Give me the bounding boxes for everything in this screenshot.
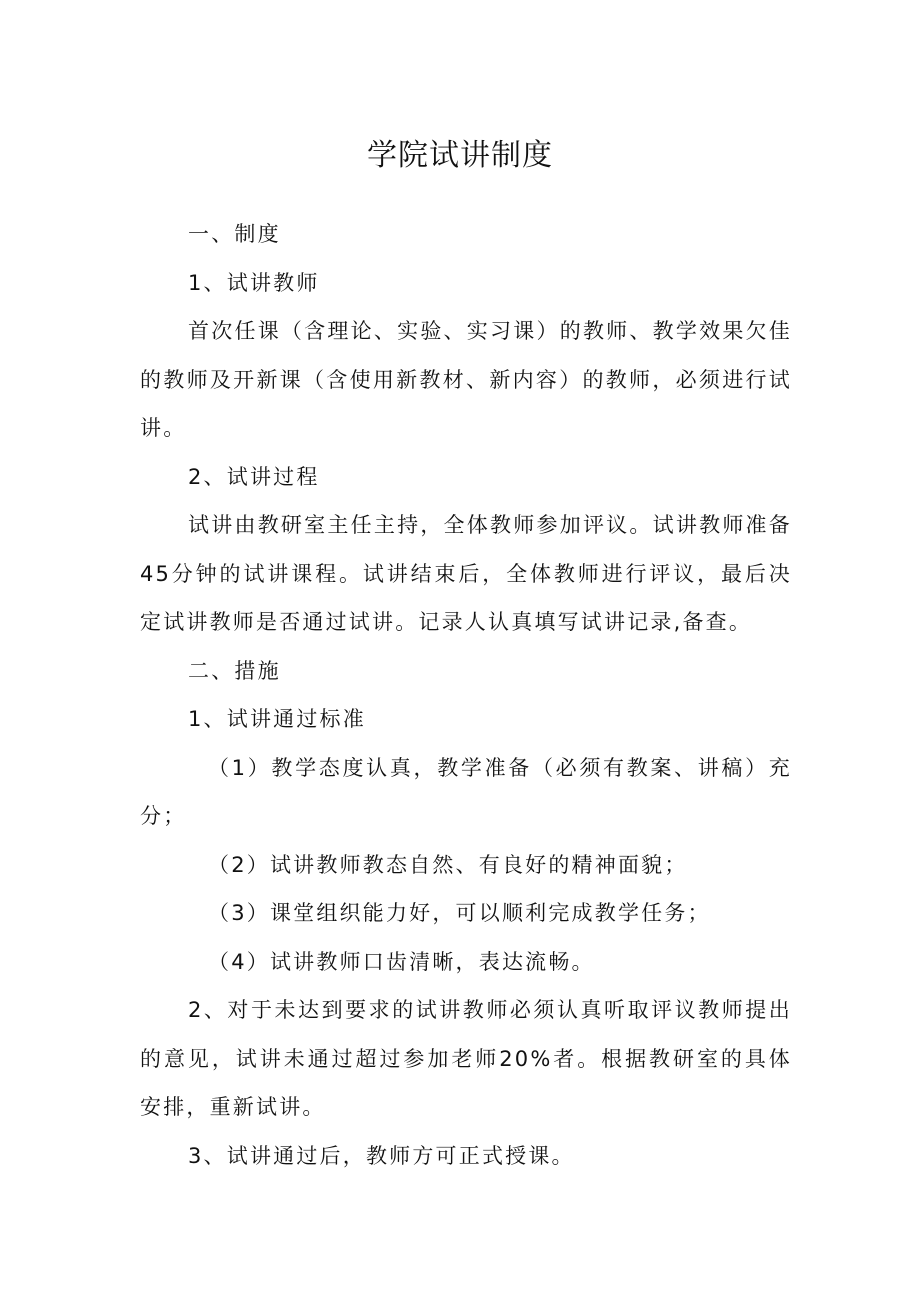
criterion-item-3: （3）课堂组织能力好，可以顺利完成教学任务；: [208, 901, 711, 925]
paragraph-trial-process: 试讲由教研室主任主持，全体教师参加评议。试讲教师准备45分钟的试讲课程。试讲结束后，全体教师进行评议，最后决定试讲教师是否通过试讲。记录人认真填写试讲记录,备查。: [140, 513, 792, 634]
document-title: 学院试讲制度: [367, 138, 553, 173]
document-body: [140, 210, 792, 1180]
criterion-item-2: （2）试讲教师教态自然、有良好的精神面貌；: [208, 852, 688, 877]
subheading-pass-standard: 1、试讲通过标准: [188, 707, 366, 731]
subheading-trial-process: 2、试讲过程: [188, 464, 320, 489]
section-heading-measures: 二、措施: [188, 658, 281, 683]
criterion-item-4: （4）试讲教师口齿清晰，表达流畅。: [208, 949, 595, 974]
section-heading-system: 一、制度: [188, 222, 281, 246]
paragraph-trial-teacher: 首次任课（含理论、实验、实习课）的教师、教学效果欠佳的教师及开新课（含使用新教材、新内容）的教师，必须进行试讲。: [140, 319, 792, 440]
subheading-trial-teacher: 1、试讲教师: [188, 270, 320, 295]
paragraph-failed-trial: 2、对于未达到要求的试讲教师必须认真听取评议教师提出的意见，试讲未通过超过参加老师20%者。根据教研室的具体安排，重新试讲。: [140, 998, 792, 1119]
criterion-item-1: （1）教学态度认真，教学准备（必须有教案、讲稿）充分；: [140, 755, 792, 828]
paragraph-after-pass: 3、试讲通过后，教师方可正式授课。: [188, 1143, 575, 1168]
